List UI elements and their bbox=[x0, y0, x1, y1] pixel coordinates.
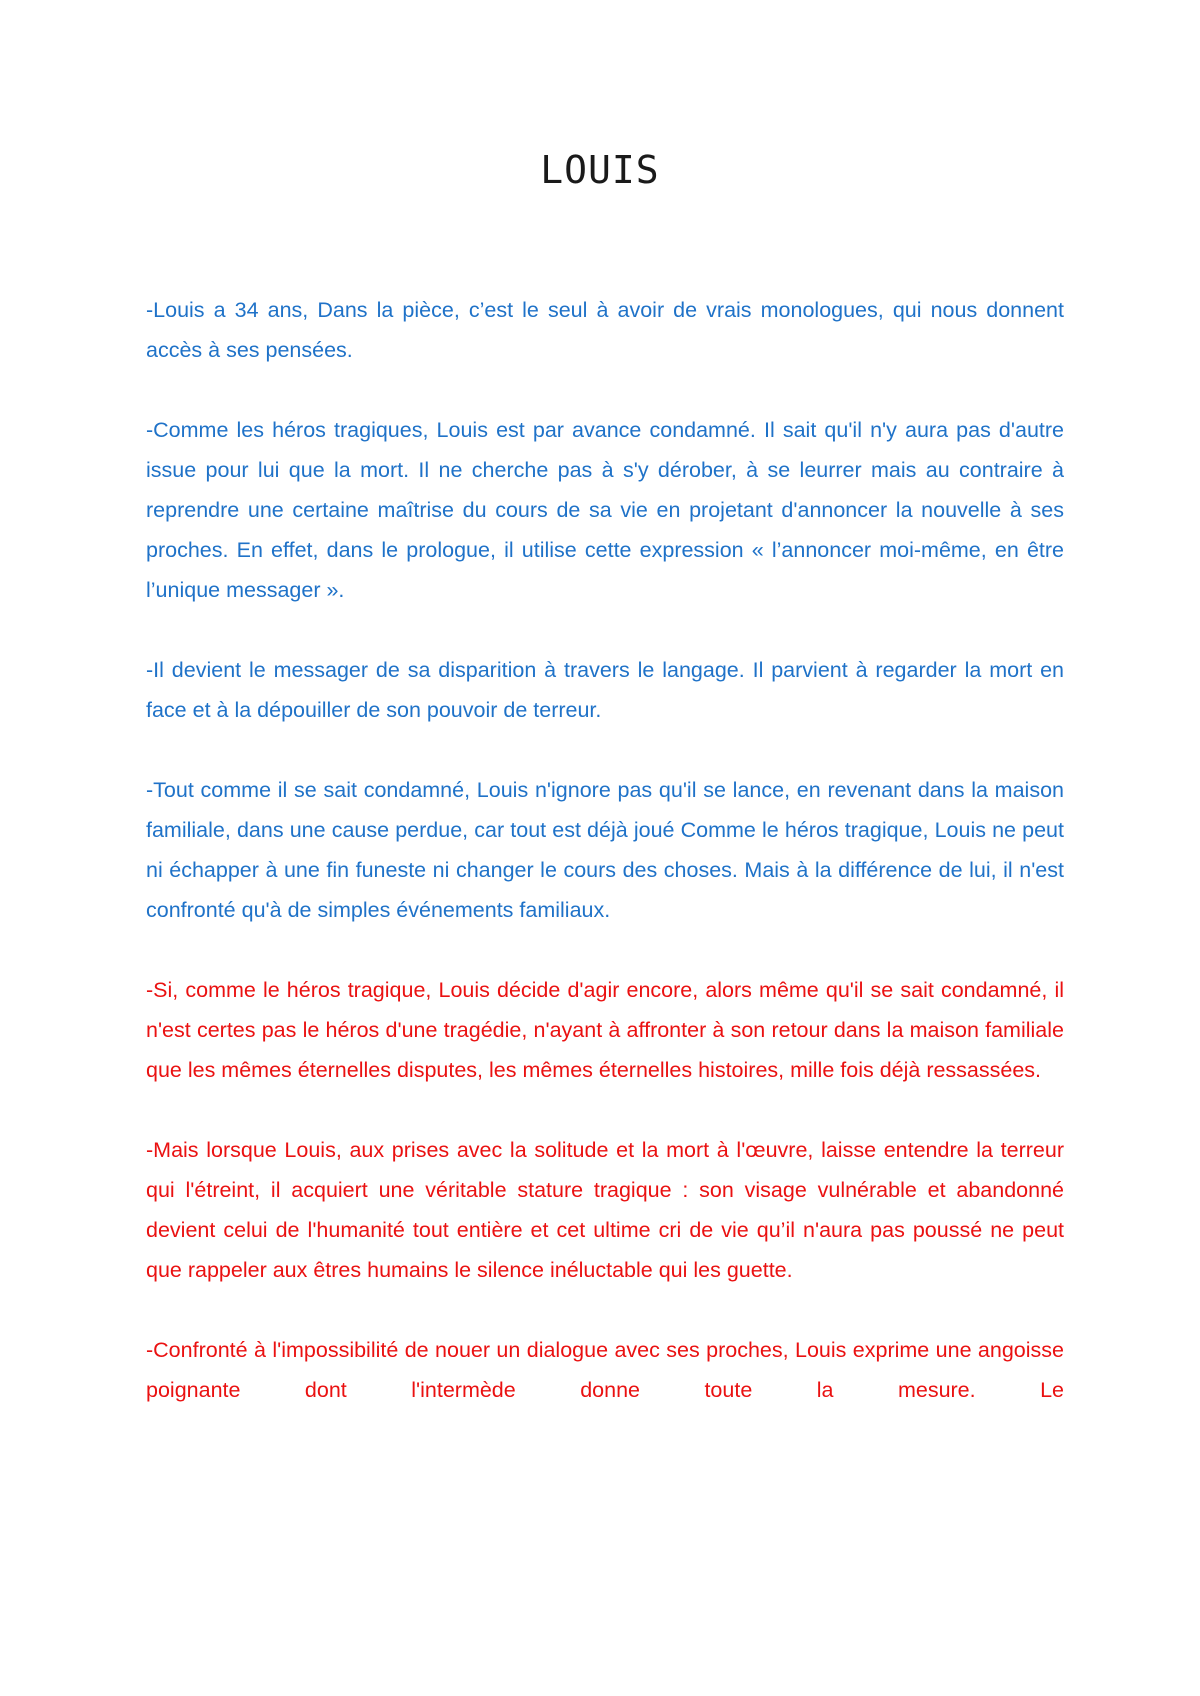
paragraph-7: -Confronté à l'impossibilité de nouer un dialogue avec ses proches, Louis exprime une angoisse poignante dont l'intermède donne toute la mesure. Le bbox=[146, 1338, 1064, 1402]
paragraph-1: -Louis a 34 ans, Dans la pièce, c’est le seul à avoir de vrais monologues, qui nous donnent accès à ses pensées. bbox=[146, 298, 1064, 362]
document-title: LOUIS bbox=[540, 148, 660, 192]
paragraph-4: -Tout comme il se sait condamné, Louis n'ignore pas qu'il se lance, en revenant dans la maison familiale, dans une cause perdue, car tout est déjà joué Comme le héros tragique, Louis ne peut ni échapper à une fin funeste ni changer le cours des choses. Mais à la différence de lui, il n'est confronté qu'à de simples événements familiaux. bbox=[146, 778, 1064, 922]
paragraph-3: -Il devient le messager de sa disparition à travers le langage. Il parvient à regarder la mort en face et à la dépouiller de son pouvoir de terreur. bbox=[146, 658, 1064, 722]
paragraph-6: -Mais lorsque Louis, aux prises avec la solitude et la mort à l'œuvre, laisse entendre la terreur qui l'étreint, il acquiert une véritable stature tragique : son visage vulnérable et abandonné devient celui de l'humanité tout entière et cet ultime cri de vie qu’il n'aura pas poussé ne peut que rappeler aux êtres humains le silence inéluctable qui les guette. bbox=[146, 1138, 1064, 1282]
document-body bbox=[146, 290, 1064, 1450]
paragraph-2: -Comme les héros tragiques, Louis est par avance condamné. Il sait qu'il n'y aura pas d'autre issue pour lui que la mort. Il ne cherche pas à s'y dérober, à se leurrer mais au contraire à reprendre une certaine maîtrise du cours de sa vie en projetant d'annoncer la nouvelle à ses proches. En effet, dans le prologue, il utilise cette expression « l’annoncer moi-même, en être l’unique messager ». bbox=[146, 418, 1064, 602]
paragraph-5: -Si, comme le héros tragique, Louis décide d'agir encore, alors même qu'il se sait condamné, il n'est certes pas le héros d'une tragédie, n'ayant à affronter à son retour dans la maison familiale que les mêmes éternelles disputes, les mêmes éternelles histoires, mille fois déjà ressassées. bbox=[146, 978, 1064, 1082]
